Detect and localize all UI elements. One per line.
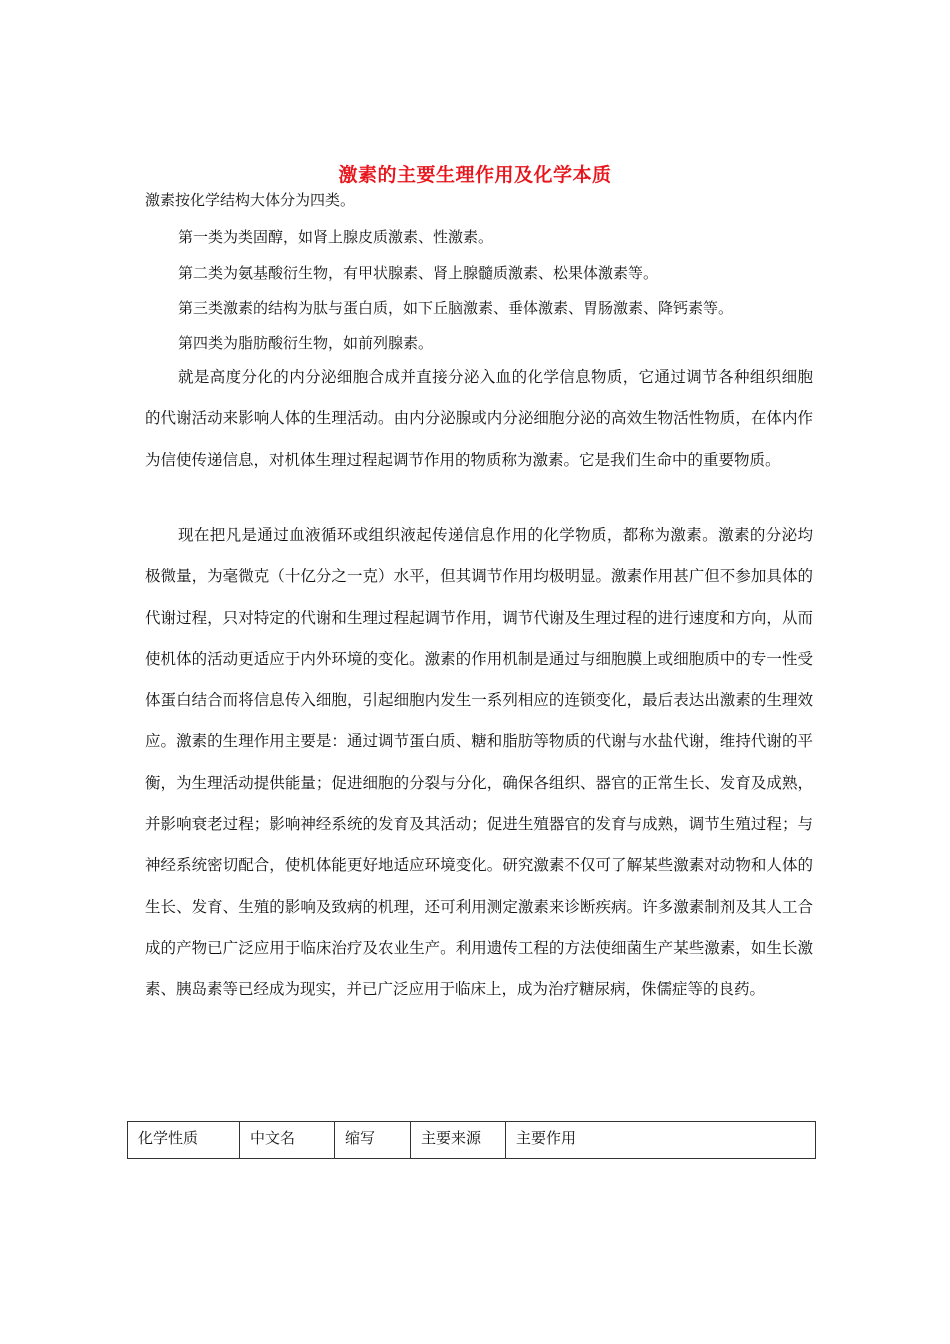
table-header-row [128,1122,816,1159]
category-2: 第二类为氨基酸衍生物，有甲状腺素、肾上腺髓质激素、松果体激素等。 [178,264,659,282]
header-main-source: 主要来源 [411,1122,506,1159]
hormone-table [127,1121,816,1159]
document-title: 激素的主要生理作用及化学本质 [338,164,612,186]
category-3: 第三类激素的结构为肽与蛋白质，如下丘脑激素、垂体激素、胃肠激素、降钙素等。 [178,299,734,317]
header-chemical-nature: 化学性质 [128,1122,240,1159]
header-main-function: 主要作用 [506,1122,816,1159]
header-abbreviation: 缩写 [335,1122,411,1159]
header-chinese-name: 中文名 [240,1122,335,1159]
paragraph-definition: 就是高度分化的内分泌细胞合成并直接分泌入血的化学信息物质，它通过调节各种组织细胞的代谢活动来影响人体的生理活动。由内分泌腺或内分泌细胞分泌的高效生物活性物质，在体内作为信使传递信息，对机体生理过程起调节作用的物质称为激素。它是我们生命中的重要物质。 [145,368,813,469]
category-1: 第一类为类固醇，如肾上腺皮质激素、性激素。 [178,228,494,246]
paragraph-function: 现在把凡是通过血液循环或组织液起传递信息作用的化学物质，都称为激素。激素的分泌均极微量，为毫微克（十亿分之一克）水平，但其调节作用均极明显。激素作用甚广但不参加具体的代谢过程，只对特定的代谢和生理过程起调节作用，调节代谢及生理过程的进行速度和方向，从而使机体的活动更适应于内外环境的变化。激素的作用机制是通过与细胞膜上或细胞质中的专一性受体蛋白结合而将信息传入细胞，引起细胞内发生一系列相应的连锁变化，最后表达出激素的生理效应。激素的生理作用主要是：通过调节蛋白质、糖和脂肪等物质的代谢与水盐代谢，维持代谢的平衡，为生理活动提供能量；促进细胞的分裂与分化，确保各组织、器官的正常生长、发育及成熟，并影响衰老过程；影响神经系统的发育及其活动；促进生殖器官的发育与成熟，调节生殖过程；与神经系统密切配合，使机体能更好地适应环境变化。研究激素不仅可了解某些激素对动物和人体的生长、发育、生殖的影响及致病的机理，还可利用测定激素来诊断疾病。许多激素制剂及其人工合成的产物已广泛应用于临床治疗及农业生产。利用遗传工程的方法使细菌生产某些激素，如生长激素、胰岛素等已经成为现实，并已广泛应用于临床上，成为治疗糖尿病，侏儒症等的良药。 [145,526,813,999]
category-4: 第四类为脂肪酸衍生物，如前列腺素。 [178,334,434,352]
intro-line: 激素按化学结构大体分为四类。 [145,191,356,209]
